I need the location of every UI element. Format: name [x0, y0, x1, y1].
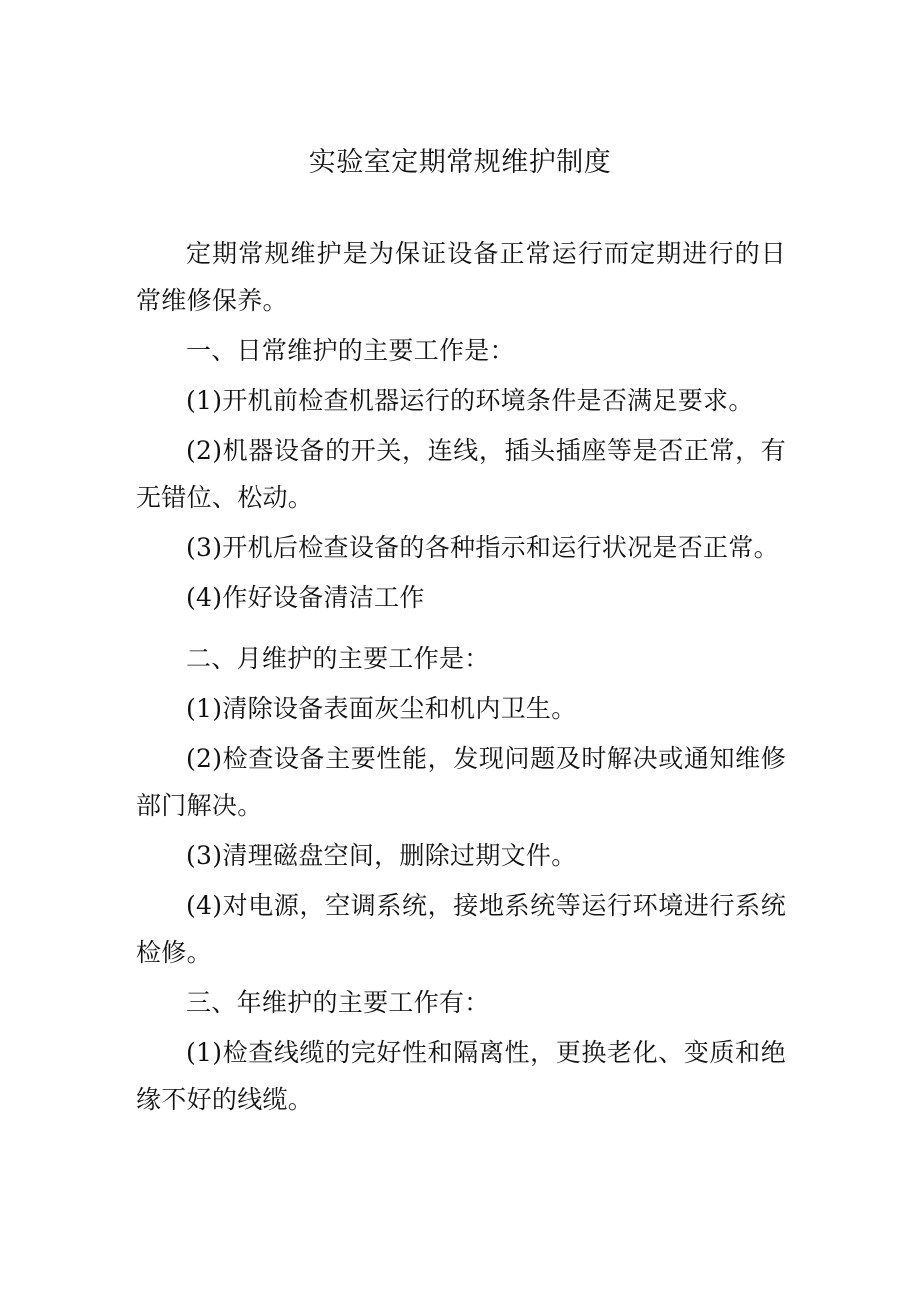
- daily-item-4: (4)作好设备清洁工作: [186, 583, 425, 612]
- monthly-item-3: (3)清理磁盘空间，删除过期文件。: [186, 841, 577, 870]
- monthly-item-2: (2)检查设备主要性能，发现问题及时解决或通知维修部门解决。: [136, 744, 786, 820]
- intro-paragraph: 定期常规维护是为保证设备正常运行而定期进行的日常维修保养。: [136, 239, 786, 315]
- yearly-item-1: (1)检查线缆的完好性和隔离性，更换老化、变质和绝缘不好的线缆。: [136, 1038, 786, 1114]
- document-title: 实验室定期常规维护制度: [308, 147, 612, 178]
- section-heading-monthly: 二、月维护的主要工作是：: [186, 644, 490, 673]
- monthly-item-4: (4)对电源，空调系统，接地系统等运行环境进行系统检修。: [136, 891, 786, 967]
- section-heading-yearly: 三、年维护的主要工作有：: [186, 988, 490, 1017]
- document-body: [136, 230, 786, 1123]
- section-heading-daily: 一、日常维护的主要工作是：: [186, 336, 515, 365]
- daily-item-3: (3)开机后检查设备的各种指示和运行状况是否正常。: [186, 533, 779, 562]
- monthly-item-1: (1)清除设备表面灰尘和机内卫生。: [186, 694, 577, 723]
- daily-item-1: (1)开机前检查机器运行的环境条件是否满足要求。: [186, 386, 754, 415]
- daily-item-2: (2)机器设备的开关，连线，插头插座等是否正常，有无错位、松动。: [136, 436, 786, 512]
